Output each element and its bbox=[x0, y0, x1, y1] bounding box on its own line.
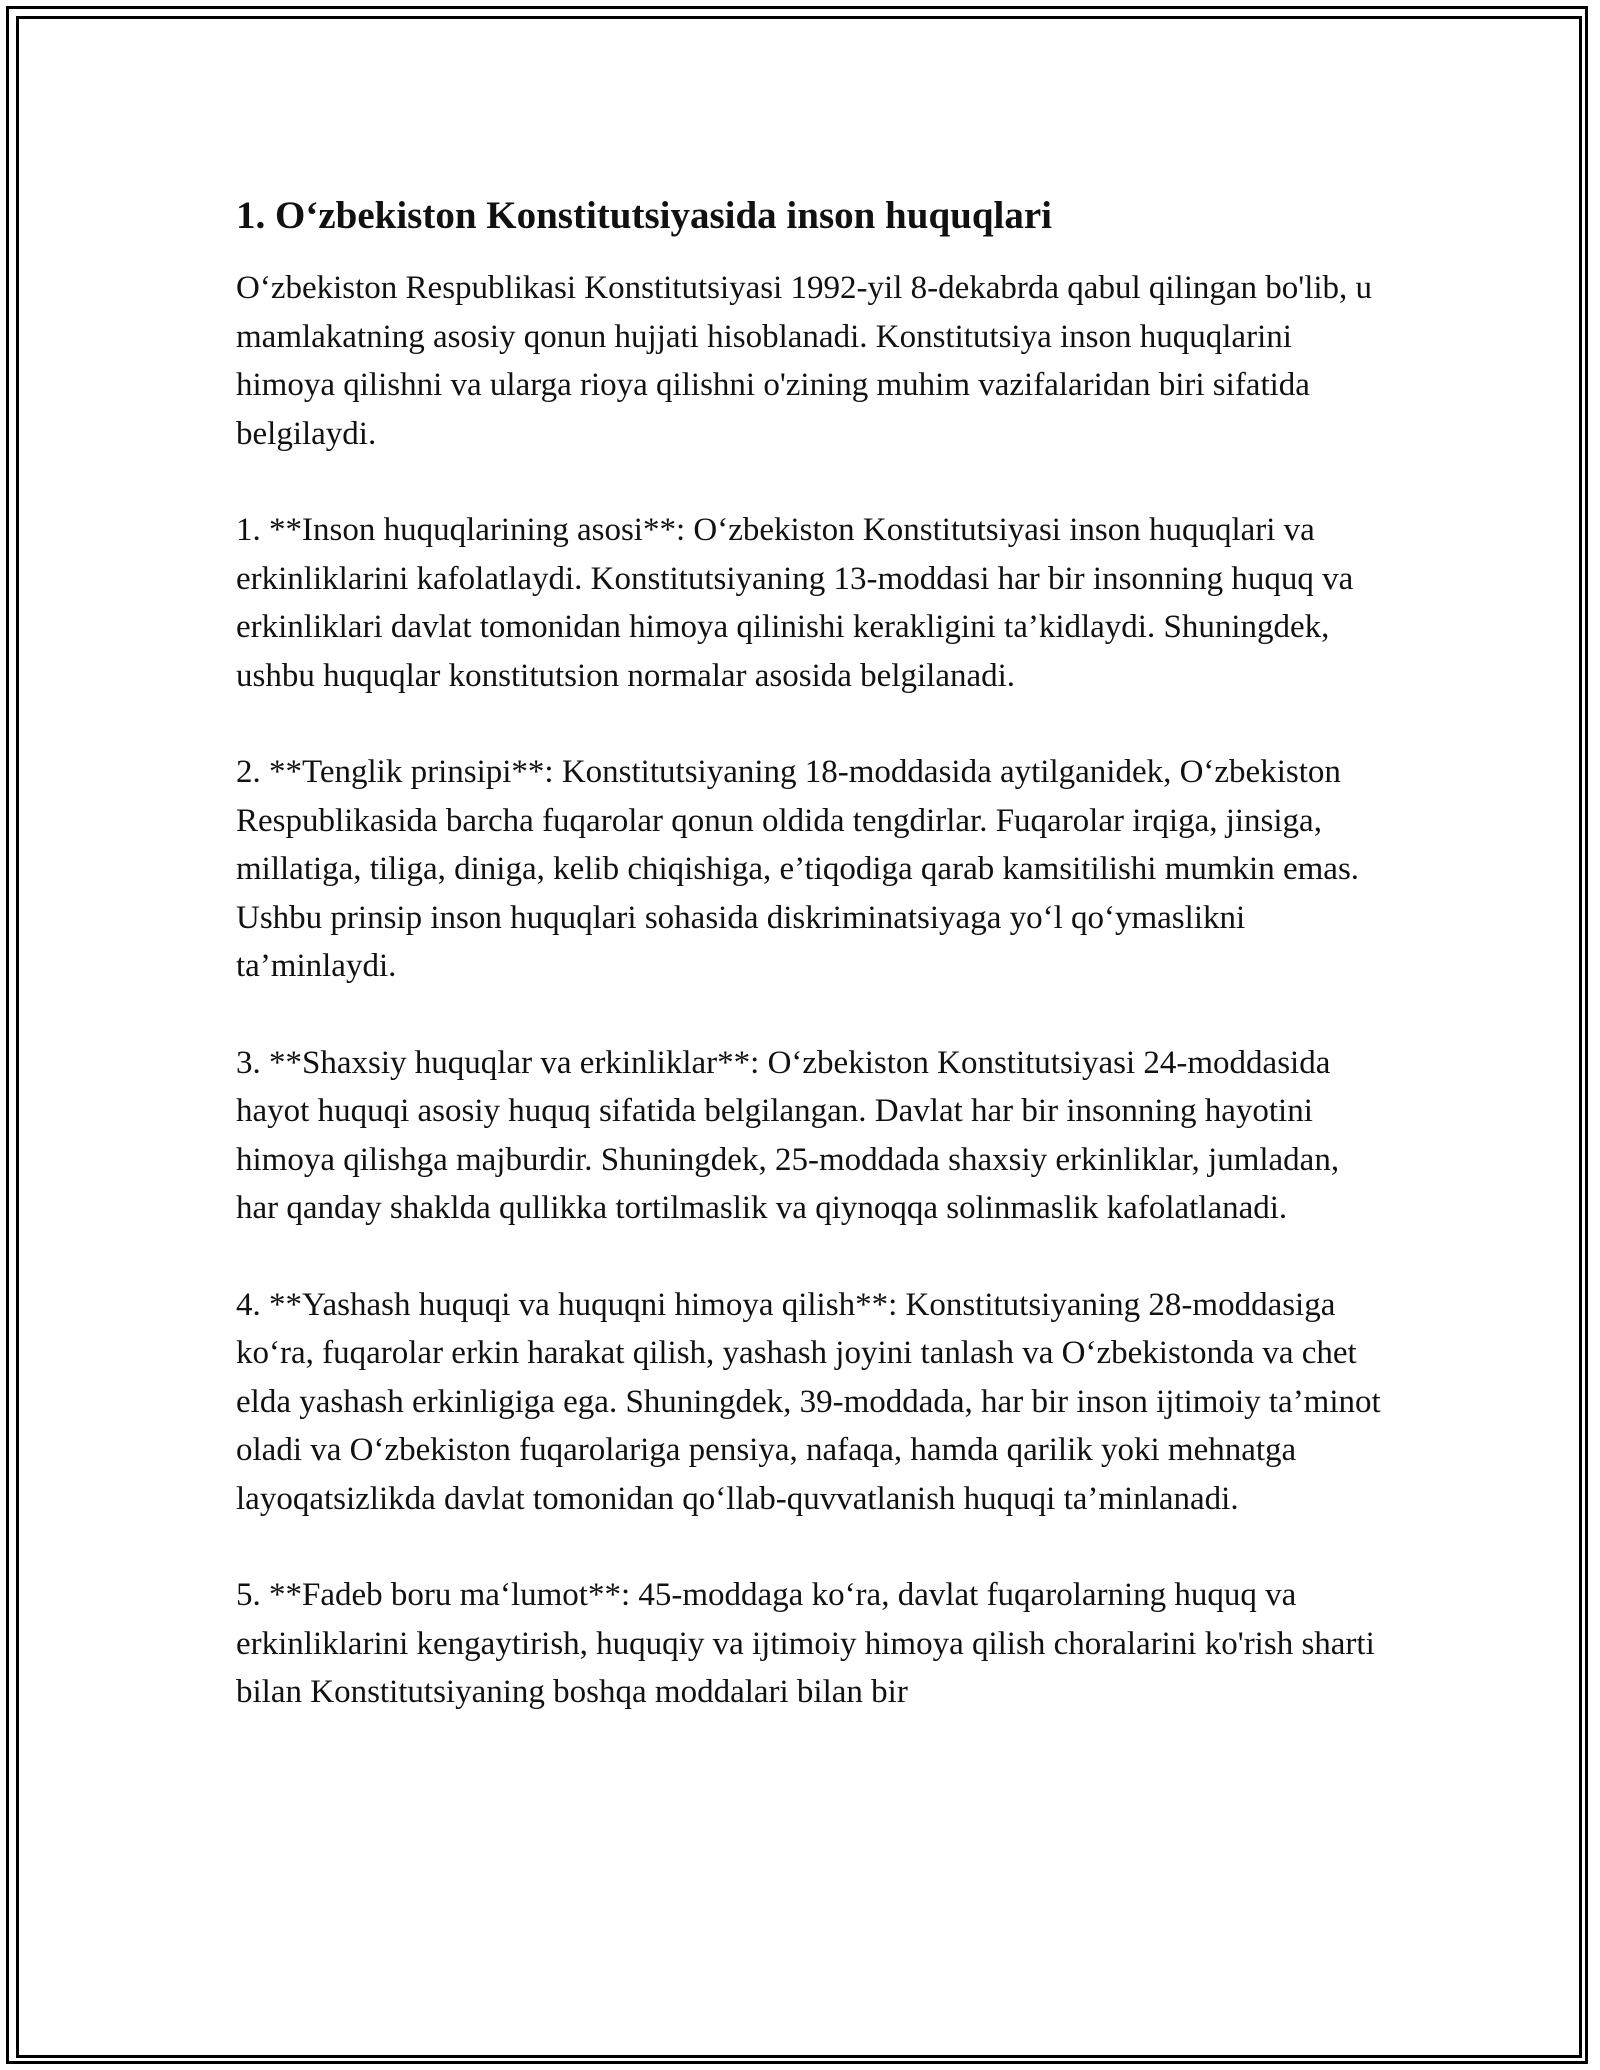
document-body bbox=[236, 180, 1386, 1717]
list-item-3: 3. **Shaxsiy huquqlar va erkinliklar**: O‘zbekiston Konstitutsiyasi 24-moddasida hayot huquqi asosiy huquq sifatida belgilangan. Davlat har bir insonning hayotini himoya qilishga majburdir. Shuningdek, 25-moddada shaxsiy erkinliklar, jumladan, har qanday shaklda qullikka tortilmaslik va qiynoqqa solinmaslik kafolatlanadi. bbox=[236, 1044, 1340, 1226]
list-item-4: 4. **Yashash huquqi va huquqni himoya qilish**: Konstitutsiyaning 28-moddasiga ko‘ra, fuqarolar erkin harakat qilish, yashash joyini tanlash va O‘zbekistonda va chet elda yashash erkinligiga ega. Shuningdek, 39-moddada, har bir inson ijtimoiy ta’minot oladi va O‘zbekiston fuqarolariga pensiya, nafaqa, hamda qarilik yoki mehnatga layoqatsizlikda davlat tomonidan qo‘llab-quvvatlanish huquqi ta’minlanadi. bbox=[236, 1286, 1381, 1517]
intro-paragraph: O‘zbekiston Respublikasi Konstitutsiyasi 1992-yil 8-dekabrda qabul qilingan bo'lib, u mamlakatning asosiy qonun hujjati hisoblanadi. Konstitutsiya inson huquqlarini himoya qilishni va ularga rioya qilishni o'zining muhim vazifalaridan biri sifatida belgilaydi. bbox=[236, 270, 1373, 452]
list-item-1: 1. **Inson huquqlarining asosi**: O‘zbekiston Konstitutsiyasi inson huquqlari va erkinliklarini kafolatlaydi. Konstitutsiyaning 13-moddasi har bir insonning huquq va erkinliklari davlat tomonidan himoya qilinishi kerakligini ta’kidlaydi. Shuningdek, ushbu huquqlar konstitutsion normalar asosida belgilanadi. bbox=[236, 512, 1354, 694]
list-item-5: 5. **Fadeb boru ma‘lumot**: 45-moddaga ko‘ra, davlat fuqarolarning huquq va erkinliklarini kengaytirish, huquqiy va ijtimoiy himoya qilish choralarini ko'rish sharti bilan Konstitutsiyaning boshqa moddalari bilan bir bbox=[236, 1577, 1375, 1710]
list-item-2: 2. **Tenglik prinsipi**: Konstitutsiyaning 18-moddasida aytilganidek, O‘zbekiston Respublikasida barcha fuqarolar qonun oldida tengdirlar. Fuqarolar irqiga, jinsiga, millatiga, tiliga, diniga, kelib chiqishiga, e’tiqodiga qarab kamsitilishi mumkin emas. Ushbu prinsip inson huquqlari sohasida diskriminatsiyaga yo‘l qo‘ymaslikni ta’minlaydi. bbox=[236, 754, 1360, 984]
document-title: 1. O‘zbekiston Konstitutsiyasida inson huquqlari bbox=[236, 194, 1052, 237]
